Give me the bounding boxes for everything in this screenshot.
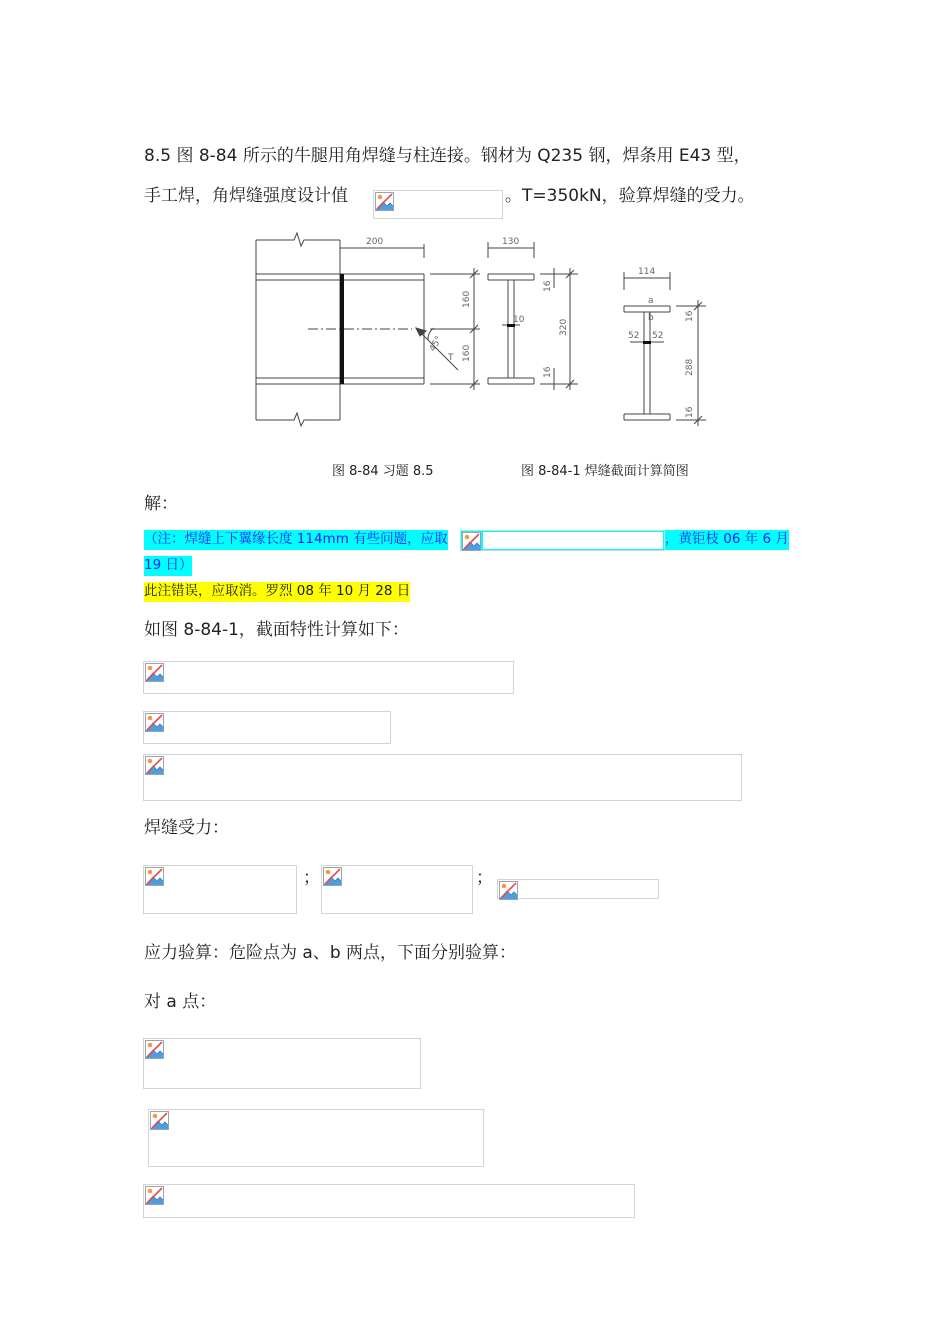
note-formula-image: [460, 530, 665, 551]
point-b: b: [648, 313, 654, 323]
formula-image-9: [143, 1184, 635, 1218]
dim-16-bottom: 16: [543, 366, 553, 378]
semicolon-2: ；: [476, 868, 493, 888]
dim-114: 114: [638, 267, 656, 277]
broken-image-icon: [145, 1186, 164, 1205]
broken-image-icon: [499, 881, 518, 900]
stress-check-text: 应力验算：危险点为 a、b 两点，下面分别验算：: [144, 943, 517, 963]
column-break-bottom: [256, 413, 340, 426]
formula-image-5: [321, 865, 473, 914]
dim-320: 320: [559, 318, 569, 336]
weld-force-label: 焊缝受力：: [144, 818, 229, 838]
problem-line-2-start: 手工焊，角焊缝强度设计值: [144, 186, 348, 206]
broken-image-icon: [145, 1040, 164, 1059]
angle-45: 45°: [427, 334, 445, 354]
broken-image-icon: [150, 1111, 169, 1130]
dim-16-top: 16: [543, 280, 553, 292]
formula-image-4: [143, 865, 297, 914]
formula-image-6: [497, 879, 659, 899]
note-1-date: 19 日）: [144, 556, 192, 576]
broken-image-icon: [145, 663, 164, 682]
note-2: 此注错误，应取消。罗烈 08 年 10 月 28 日: [144, 582, 410, 602]
force-T-label: T: [448, 353, 454, 363]
broken-image-icon: [145, 756, 164, 775]
dim-160-top: 160: [462, 290, 472, 308]
formula-image-3: [143, 754, 742, 801]
broken-image-icon: [145, 713, 164, 732]
broken-image-icon: [145, 867, 164, 886]
point-a-label: 对 a 点：: [144, 992, 217, 1012]
dim-16-right-top: 16: [685, 310, 695, 322]
formula-image-1: [143, 661, 514, 694]
broken-image-icon: [323, 867, 342, 886]
column-break-top: [256, 233, 340, 246]
dim-52-right: 52: [652, 331, 664, 341]
dim-160-bottom: 160: [462, 344, 472, 362]
caption-right: 图 8-84-1 焊缝截面计算简图: [521, 464, 689, 479]
note-1-start: （注：焊缝上下翼缘长度 114mm 有些问题，应取: [144, 530, 448, 550]
broken-image-icon: [375, 192, 394, 211]
section-intro: 如图 8-84-1，截面特性计算如下：: [144, 620, 409, 640]
weld-line: [340, 274, 344, 384]
problem-line-1: 8.5 图 8-84 所示的牛腿用角焊缝与柱连接。钢材为 Q235 钢，焊条用 E43 型，: [144, 146, 751, 166]
dim-16-right-bottom: 16: [685, 406, 695, 418]
dim-200: 200: [366, 237, 384, 247]
formula-image-7: [143, 1038, 421, 1089]
caption-left: 图 8-84 习题 8.5: [332, 464, 434, 479]
dim-10: 10: [513, 315, 525, 325]
solution-label: 解：: [144, 494, 178, 514]
formula-image-ffw: [373, 190, 503, 219]
dim-288: 288: [685, 358, 695, 376]
dim-52-left: 52: [628, 331, 640, 341]
formula-image-2: [143, 711, 391, 744]
problem-line-2-end: 。T=350kN，验算焊缝的受力。: [505, 186, 755, 206]
note-1-author: ，黄钜枝 06 年 6 月: [665, 530, 789, 550]
point-a: a: [648, 296, 654, 306]
formula-image-8: [148, 1109, 484, 1167]
broken-image-icon: [462, 532, 481, 551]
semicolon-1: ；: [303, 868, 320, 888]
dim-130: 130: [502, 237, 520, 247]
figure-8-84: [240, 228, 720, 433]
